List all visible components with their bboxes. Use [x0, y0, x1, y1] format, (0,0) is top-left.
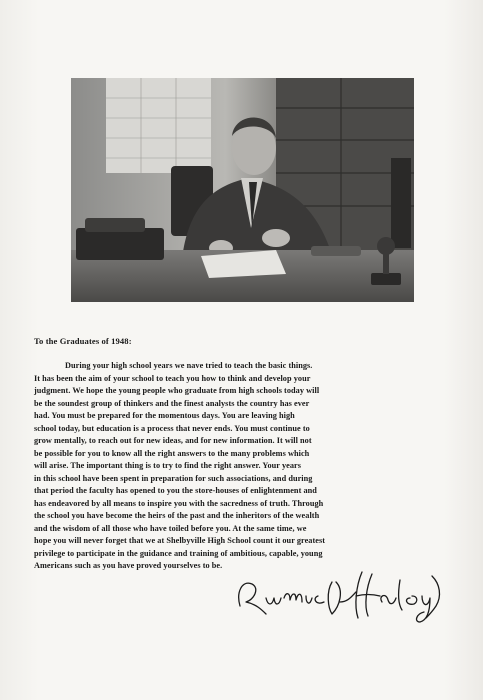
- letter-line: that period the faculty has opened to you the store-houses of enlightenment and: [34, 486, 317, 495]
- handwritten-signature: [232, 562, 452, 624]
- letter-line: judgment. We hope the young people who graduate from high schools today will: [34, 386, 320, 395]
- letter-line: has endeavored by all means to inspire you with the sacredness of truth. Through: [34, 498, 324, 508]
- letter-body: [34, 360, 452, 573]
- letter-line: During your high school years we nave tried to teach the basic things.: [65, 361, 313, 370]
- letter-line: school today, but education is a process that never ends. You must continue to: [34, 423, 310, 433]
- letter-line: privilege to participate in the guidance and training of ambitious, capable, young: [34, 548, 323, 558]
- letter-salutation: To the Graduates of 1948:: [34, 336, 132, 346]
- letter-line: be possible for you to know all the right answers to the many problems which: [34, 448, 310, 458]
- letter-line: in this school have been spent in preparation for such associations, and during: [34, 473, 313, 483]
- letter-line: grow mentally, to reach out for new ideas, and for new information. It will not: [34, 436, 312, 445]
- letter-line: had. You must be prepared for the momentous days. You are leaving high: [34, 411, 295, 420]
- signature-icon: [232, 562, 452, 624]
- letter-line: It has been the aim of your school to teach you how to think and develop your: [34, 373, 311, 383]
- letter-line: Americans such as you have proved yourselves to be.: [34, 561, 223, 570]
- letter-line: hope you will never forget that we at Shelbyville High School count it our greatest: [34, 536, 326, 545]
- principal-photo: [71, 78, 414, 302]
- letter-line: be the soundest group of thinkers and the finest analysts the country has ever: [34, 398, 310, 408]
- letter-line: will arise. The important thing is to try to find the right answer. Your years: [34, 461, 301, 470]
- portrait-photo-icon: [71, 78, 414, 302]
- letter-line: the school you have become the heirs of the past and the inheritors of the wealth: [34, 511, 320, 520]
- letter-line: and the wisdom of all those who have toiled before you. At the same time, we: [34, 523, 307, 533]
